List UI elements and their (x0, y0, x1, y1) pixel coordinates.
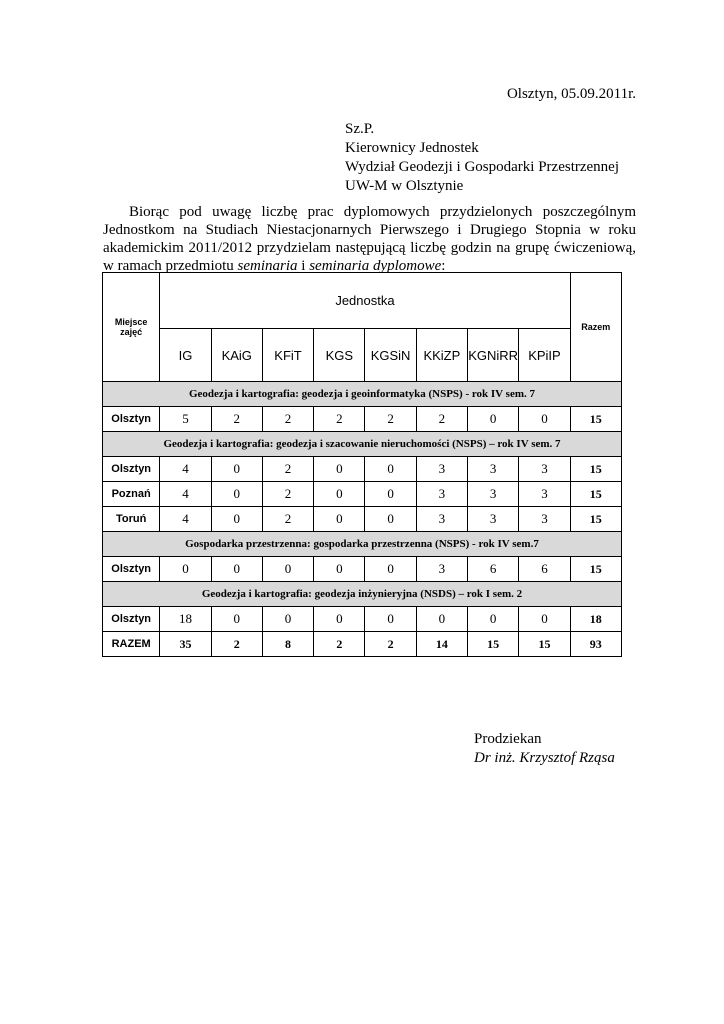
row-total-cell: 15 (570, 457, 621, 482)
value-cell: 3 (519, 507, 570, 532)
section-title: Gospodarka przestrzenna: gospodarka przestrzenna (NSPS) - rok IV sem.7 (103, 532, 622, 557)
value-cell: 4 (160, 482, 211, 507)
column-total-cell: 2 (314, 632, 365, 657)
column-total-cell: 2 (365, 632, 416, 657)
signature-block (474, 730, 615, 768)
value-cell: 2 (211, 407, 262, 432)
value-cell: 0 (314, 557, 365, 582)
address-line: UW-M w Olsztynie (345, 178, 464, 194)
value-cell: 0 (211, 482, 262, 507)
grand-total-row (103, 632, 622, 657)
unit-column-header: KGNiRR (468, 329, 519, 382)
value-cell: 0 (262, 557, 313, 582)
total-header: Razem (570, 273, 621, 382)
value-cell: 0 (211, 507, 262, 532)
value-cell: 3 (416, 482, 467, 507)
address-line: Wydział Geodezji i Gospodarki Przestrzennej (345, 159, 619, 175)
value-cell: 4 (160, 507, 211, 532)
body-text-end: : (441, 258, 446, 274)
place-header: Miejsce zajęć (103, 273, 160, 382)
value-cell: 6 (468, 557, 519, 582)
value-cell: 2 (262, 457, 313, 482)
letter-date: Olsztyn, 05.09.2011r. (506, 86, 636, 102)
table-row (103, 457, 622, 482)
column-total-cell: 15 (519, 632, 570, 657)
grand-total-cell: 93 (570, 632, 621, 657)
course-name-seminaria: seminaria (237, 258, 298, 274)
table-row (103, 607, 622, 632)
value-cell: 5 (160, 407, 211, 432)
place-cell: Olsztyn (103, 607, 160, 632)
course-name-seminaria-dyplomowe: seminaria dyplomowe (309, 258, 442, 274)
address-line: Kierownicy Jednostek (345, 140, 479, 156)
value-cell: 0 (365, 482, 416, 507)
value-cell: 0 (519, 407, 570, 432)
place-cell: Olsztyn (103, 457, 160, 482)
table-row (103, 557, 622, 582)
value-cell: 3 (468, 482, 519, 507)
value-cell: 0 (160, 557, 211, 582)
column-total-cell: 8 (262, 632, 313, 657)
value-cell: 0 (314, 482, 365, 507)
value-cell: 3 (468, 457, 519, 482)
row-total-cell: 15 (570, 482, 621, 507)
value-cell: 2 (314, 407, 365, 432)
grand-total-label: RAZEM (103, 632, 160, 657)
section-title: Geodezja i kartografia: geodezja inżynieryjna (NSDS) – rok I sem. 2 (103, 582, 622, 607)
value-cell: 0 (365, 507, 416, 532)
unit-column-header: KGSiN (365, 329, 416, 382)
value-cell: 2 (365, 407, 416, 432)
column-total-cell: 2 (211, 632, 262, 657)
unit-column-header: KKiZP (416, 329, 467, 382)
row-total-cell: 15 (570, 557, 621, 582)
body-text-part: Biorąc pod uwagę liczbę prac dyplomowych przydzielonych poszczególnym Jednostkom na Studiach Niestacjonarnych Pierwszego i Drugiego Stopnia w roku akademickim 2011/2012 przydzielam następującą liczbę godzin na grupę ćwiczeniową, w ramach przedmiotu (103, 204, 636, 274)
value-cell: 0 (365, 457, 416, 482)
signature-name: Dr inż. Krzysztof Rząsa (474, 750, 615, 766)
value-cell: 4 (160, 457, 211, 482)
signature-role: Prodziekan (474, 731, 542, 747)
value-cell: 3 (416, 507, 467, 532)
value-cell: 18 (160, 607, 211, 632)
unit-column-header: KAiG (211, 329, 262, 382)
letter-body (103, 203, 636, 275)
row-total-cell: 15 (570, 407, 621, 432)
value-cell: 2 (416, 407, 467, 432)
row-total-cell: 15 (570, 507, 621, 532)
row-total-cell: 18 (570, 607, 621, 632)
unit-header: Jednostka (160, 273, 570, 329)
value-cell: 3 (416, 557, 467, 582)
recipient-address (345, 120, 619, 196)
unit-column-header: KPiIP (519, 329, 570, 382)
value-cell: 0 (365, 557, 416, 582)
unit-column-header: IG (160, 329, 211, 382)
value-cell: 0 (365, 607, 416, 632)
value-cell: 2 (262, 507, 313, 532)
place-cell: Toruń (103, 507, 160, 532)
place-cell: Poznań (103, 482, 160, 507)
value-cell: 3 (519, 482, 570, 507)
value-cell: 2 (262, 407, 313, 432)
place-cell: Olsztyn (103, 557, 160, 582)
value-cell: 3 (416, 457, 467, 482)
section-title: Geodezja i kartografia: geodezja i geoinformatyka (NSPS) - rok IV sem. 7 (103, 382, 622, 407)
section-title: Geodezja i kartografia: geodezja i szacowanie nieruchomości (NSPS) – rok IV sem. 7 (103, 432, 622, 457)
address-line: Sz.P. (345, 121, 375, 137)
body-text-and: i (297, 258, 310, 274)
value-cell: 0 (211, 607, 262, 632)
hours-table (102, 272, 622, 657)
value-cell: 0 (262, 607, 313, 632)
table-row (103, 507, 622, 532)
value-cell: 0 (314, 507, 365, 532)
value-cell: 2 (262, 482, 313, 507)
value-cell: 0 (211, 457, 262, 482)
unit-column-header: KFiT (262, 329, 313, 382)
column-total-cell: 14 (416, 632, 467, 657)
value-cell: 0 (314, 457, 365, 482)
column-total-cell: 35 (160, 632, 211, 657)
table-row (103, 482, 622, 507)
value-cell: 0 (468, 607, 519, 632)
table-row (103, 407, 622, 432)
unit-column-header: KGS (314, 329, 365, 382)
value-cell: 0 (416, 607, 467, 632)
value-cell: 0 (314, 607, 365, 632)
value-cell: 6 (519, 557, 570, 582)
value-cell: 0 (211, 557, 262, 582)
value-cell: 0 (468, 407, 519, 432)
column-total-cell: 15 (468, 632, 519, 657)
value-cell: 3 (519, 457, 570, 482)
place-cell: Olsztyn (103, 407, 160, 432)
value-cell: 3 (468, 507, 519, 532)
value-cell: 0 (519, 607, 570, 632)
